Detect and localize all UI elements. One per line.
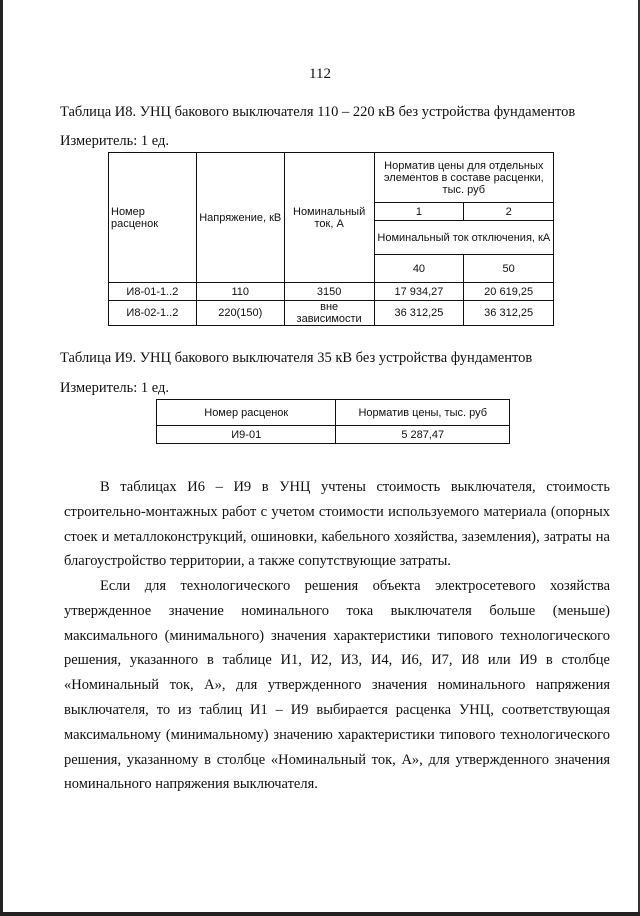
table8-header-ka40: 40 [374,255,464,283]
paragraph-selection-rule: Если для технологического решения объекта электросетевого хозяйства утвержденное значение номинального тока выключателя больше (меньше) максимального (минимального) значения характеристики типового технологического решения, указанного в таблице И1, И2, И3, И4, И6, И7, И8 или И9 в столбце «Номинальный ток, А», для утвержденного значения номинального напряжения выключателя, то из таблиц И1 – И9 выбирается расценка УНЦ, соответствующая максимальному (минимальному) значению характеристики типового технологического решения, указанному в столбце «Номинальный ток, А», для утвержденного значения номинального напряжения выключателя. [64,578,610,793]
table9-header-price: Норматив цены, тыс. руб [336,400,510,426]
scan-edge-left [0,0,3,916]
table8-row2-v40: 36 312,25 [374,301,464,326]
table8-row1-current: 3150 [284,283,374,301]
table8-row2-voltage: 220(150) [196,301,284,326]
table8-header-current: Номинальный ток, А [284,153,374,283]
page-number: 112 [309,66,331,82]
table8-row1-voltage: 110 [196,283,284,301]
table-row [157,426,510,444]
table8-header-breaking-current: Номинальный ток отключения, кА [374,221,553,255]
table8-header-price-group: Норматив цены для отдельных элементов в составе расценки, тыс. руб [374,153,553,203]
table8-header-col1: 1 [374,203,464,221]
table8 [108,152,554,326]
table8-row2-v50: 36 312,25 [464,301,554,326]
table8-row1-v40: 17 934,27 [374,283,464,301]
table8-header-voltage: Напряжение, кВ [196,153,284,283]
paragraph-costs-included: В таблицах И6 – И9 в УНЦ учтены стоимость выключателя, стоимость строительно-монтажных работ с учетом стоимости используемого материала (опорных стоек и металлоконструкций, ошиновки, кабельного хозяйства, заземления), затраты на благоустройство территории, а также сопутствующие затраты. [64,479,610,570]
table8-header-col2: 2 [464,203,554,221]
table9-row1-price: 5 287,47 [336,426,510,444]
table9-caption: Таблица И9. УНЦ бакового выключателя 35 кВ без устройства фундаментов [60,350,533,366]
scan-edge-bottom [0,912,640,916]
table8-row2-current: вне зависимости [284,301,374,326]
table9-header-code: Номер расценок [157,400,336,426]
table9-row1-code: И9-01 [157,426,336,444]
table9 [156,399,510,444]
table8-row1-v50: 20 619,25 [464,283,554,301]
table8-row1-code: И8-01-1..2 [109,283,197,301]
table8-header-ka50: 50 [464,255,554,283]
table8-row2-code: И8-02-1..2 [109,301,197,326]
table8-header-code: Номер расценок [109,153,197,283]
table8-meter: Измеритель: 1 ед. [60,133,170,149]
table-row [109,283,554,301]
table9-meter: Измеритель: 1 ед. [60,380,170,396]
table-row [109,301,554,326]
table8-caption: Таблица И8. УНЦ бакового выключателя 110 – 220 кВ без устройства фундаментов [60,104,576,120]
